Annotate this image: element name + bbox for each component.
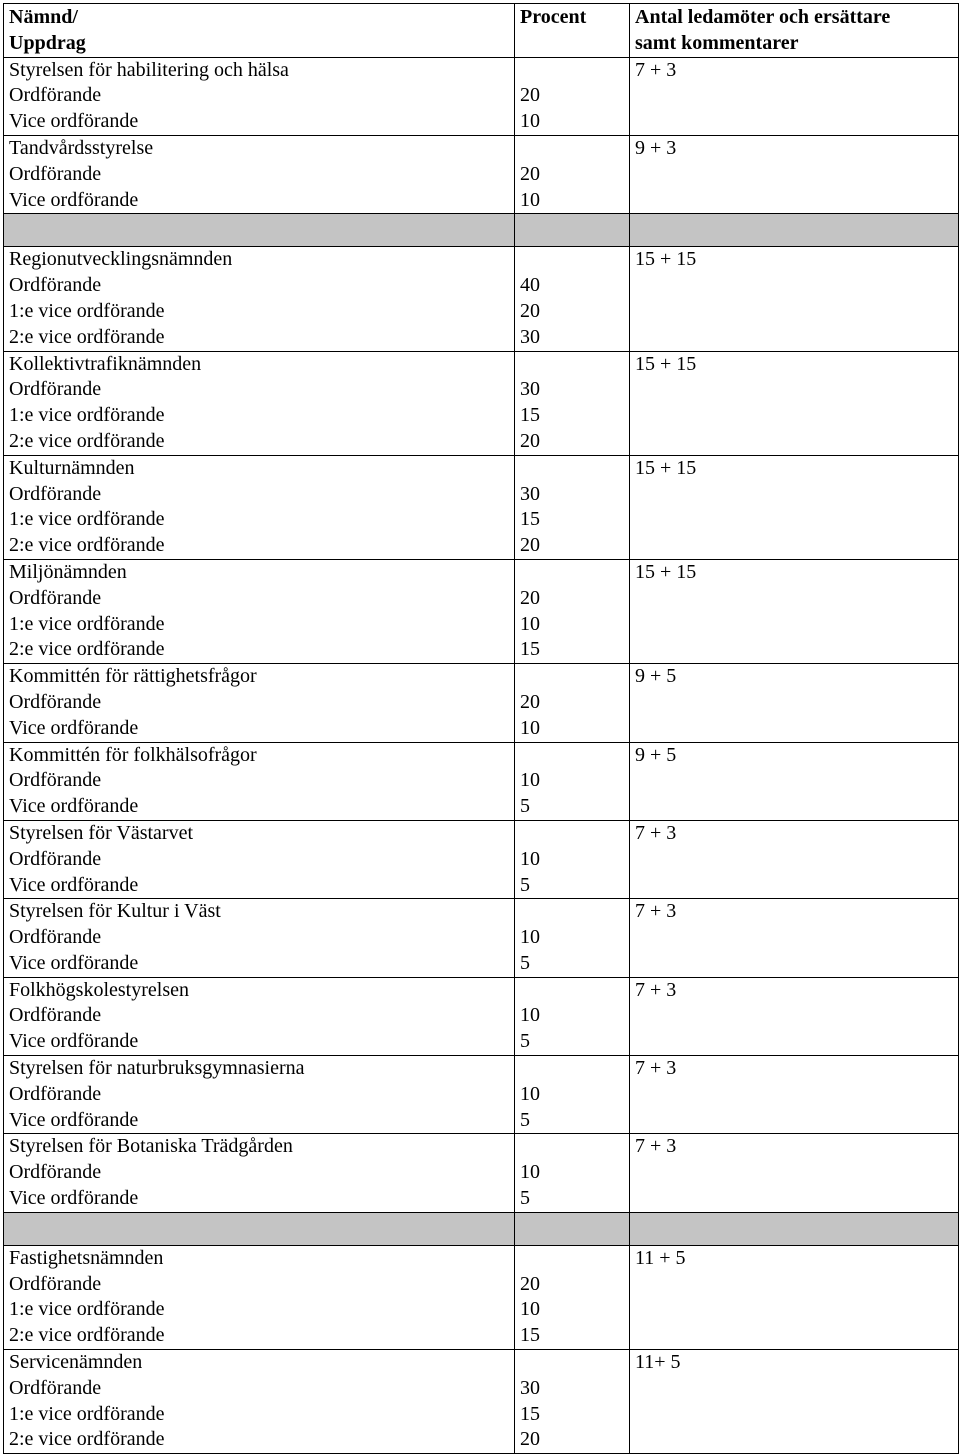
percent-cell [515, 351, 630, 455]
percent-spacer [520, 247, 625, 273]
section-divider-cell [515, 214, 630, 247]
percent-value: 15 [520, 1402, 540, 1425]
percent-spacer [520, 352, 625, 378]
percent-spacer [520, 1134, 625, 1160]
percent-cell [515, 977, 630, 1055]
percent-spacer [520, 978, 625, 1004]
members-cell [630, 1350, 959, 1454]
section-divider-cell [630, 1212, 959, 1245]
role-label: Vice ordförande [9, 1030, 139, 1053]
percent-value: 20 [520, 299, 540, 322]
committee-name: Miljönämnden [9, 560, 127, 583]
committee-cell [4, 820, 515, 898]
committee-name: Tandvårdsstyrelse [9, 136, 154, 159]
percent-cell [515, 899, 630, 977]
committee-name: Styrelsen för Västarvet [9, 821, 194, 844]
committee-name: Styrelsen för naturbruksgymnasierna [9, 1057, 305, 1080]
role-label: Ordförande [9, 586, 102, 609]
role-label: Ordförande [9, 162, 102, 185]
role-label: Vice ordförande [9, 716, 139, 739]
table-row [4, 742, 959, 820]
members-count: 9 + 5 [635, 665, 677, 688]
role-label: 2:e vice ordförande [9, 325, 165, 348]
percent-cell [515, 1350, 630, 1454]
members-count: 11+ 5 [635, 1351, 681, 1374]
percent-value: 20 [520, 534, 540, 557]
members-cell [630, 742, 959, 820]
percent-value: 10 [520, 1082, 540, 1105]
members-cell [630, 820, 959, 898]
percent-value: 30 [520, 482, 540, 505]
percent-value: 10 [520, 1298, 540, 1321]
role-label: Ordförande [9, 690, 102, 713]
percent-cell [515, 1245, 630, 1349]
percent-cell [515, 455, 630, 559]
members-count: 7 + 3 [635, 821, 677, 844]
role-label: Vice ordförande [9, 795, 139, 818]
section-divider-cell [630, 214, 959, 247]
members-cell [630, 1056, 959, 1134]
role-label: Ordförande [9, 84, 102, 107]
role-label: 1:e vice ordförande [9, 299, 165, 322]
percent-value: 15 [520, 508, 540, 531]
committee-cell [4, 559, 515, 663]
role-label: 1:e vice ordförande [9, 612, 165, 635]
percent-value: 30 [520, 1376, 540, 1399]
table-row [4, 57, 959, 135]
role-label: 2:e vice ordförande [9, 429, 165, 452]
committee-cell [4, 1350, 515, 1454]
role-label: Vice ordförande [9, 1108, 139, 1131]
table-row [4, 1056, 959, 1134]
header-committee-line: Nämnd/ [9, 6, 78, 28]
percent-spacer [520, 1350, 625, 1376]
percent-value: 20 [520, 690, 540, 713]
section-divider [4, 214, 959, 247]
role-label: Ordförande [9, 769, 102, 792]
percent-cell [515, 57, 630, 135]
role-label: Ordförande [9, 378, 102, 401]
role-label: 2:e vice ordförande [9, 534, 165, 557]
members-count: 7 + 3 [635, 1057, 677, 1080]
role-label: Ordförande [9, 274, 102, 297]
percent-cell [515, 820, 630, 898]
percent-value: 5 [520, 951, 530, 974]
committee-cell [4, 57, 515, 135]
role-label: 1:e vice ordförande [9, 1298, 165, 1321]
assignment-table [3, 3, 959, 1454]
members-count: 9 + 5 [635, 743, 677, 766]
committee-name: Styrelsen för Botaniska Trädgården [9, 1135, 293, 1158]
percent-value: 10 [520, 716, 540, 739]
role-label: Vice ordförande [9, 873, 139, 896]
role-label: Ordförande [9, 482, 102, 505]
table-row [4, 899, 959, 977]
role-label: Ordförande [9, 1004, 102, 1027]
role-label: Ordförande [9, 1161, 102, 1184]
role-label: Ordförande [9, 1272, 102, 1295]
percent-cell [515, 1056, 630, 1134]
percent-value: 5 [520, 1030, 530, 1053]
table-row [4, 351, 959, 455]
header-members [630, 4, 959, 58]
table-row [4, 1134, 959, 1212]
table-row [4, 247, 959, 351]
committee-cell [4, 351, 515, 455]
members-cell [630, 247, 959, 351]
percent-value: 10 [520, 110, 540, 133]
members-count: 7 + 3 [635, 978, 677, 1001]
percent-cell [515, 135, 630, 213]
role-label: Ordförande [9, 847, 102, 870]
members-cell [630, 899, 959, 977]
members-cell [630, 664, 959, 742]
percent-value: 15 [520, 1324, 540, 1347]
percent-value: 5 [520, 873, 530, 896]
percent-value: 20 [520, 1428, 540, 1451]
members-cell [630, 57, 959, 135]
percent-value: 10 [520, 188, 540, 211]
percent-value: 5 [520, 795, 530, 818]
percent-spacer [520, 58, 625, 84]
header-row [4, 4, 959, 58]
members-count: 7 + 3 [635, 900, 677, 923]
percent-value: 10 [520, 847, 540, 870]
percent-value: 10 [520, 769, 540, 792]
section-divider-cell [4, 1212, 515, 1245]
header-committee [4, 4, 515, 58]
percent-spacer [520, 664, 625, 690]
role-label: 1:e vice ordförande [9, 404, 165, 427]
percent-value: 5 [520, 1108, 530, 1131]
percent-cell [515, 664, 630, 742]
members-cell [630, 351, 959, 455]
role-label: 2:e vice ordförande [9, 1324, 165, 1347]
percent-value: 20 [520, 162, 540, 185]
role-label: Vice ordförande [9, 951, 139, 974]
committee-name: Kollektivtrafiknämnden [9, 352, 202, 375]
header-members-line: samt kommentarer [635, 31, 799, 54]
table-body [4, 57, 959, 1454]
section-divider-cell [4, 214, 515, 247]
members-count: 9 + 3 [635, 136, 677, 159]
role-label: Ordförande [9, 926, 102, 949]
members-count: 11 + 5 [635, 1246, 686, 1269]
role-label: Ordförande [9, 1376, 102, 1399]
percent-value: 15 [520, 638, 540, 661]
committee-name: Folkhögskolestyrelsen [9, 978, 189, 1001]
percent-value: 30 [520, 325, 540, 348]
committee-name: Regionutvecklingsnämnden [9, 248, 233, 271]
percent-spacer [520, 899, 625, 925]
members-count: 15 + 15 [635, 248, 697, 271]
percent-value: 20 [520, 429, 540, 452]
role-label: Vice ordförande [9, 188, 139, 211]
percent-cell [515, 247, 630, 351]
committee-cell [4, 247, 515, 351]
committee-cell [4, 977, 515, 1055]
committee-name: Kommittén för rättighetsfrågor [9, 665, 257, 688]
role-label: 1:e vice ordförande [9, 508, 165, 531]
role-label: 2:e vice ordförande [9, 1428, 165, 1451]
percent-spacer [520, 821, 625, 847]
header-members-line: Antal ledamöter och ersättare [635, 6, 891, 28]
role-label: 2:e vice ordförande [9, 638, 165, 661]
role-label: Vice ordförande [9, 1187, 139, 1210]
percent-value: 10 [520, 1161, 540, 1184]
members-cell [630, 977, 959, 1055]
role-label: 1:e vice ordförande [9, 1402, 165, 1425]
percent-value: 20 [520, 84, 540, 107]
members-count: 7 + 3 [635, 1135, 677, 1158]
table-row [4, 559, 959, 663]
committee-name: Fastighetsnämnden [9, 1246, 164, 1269]
percent-value: 20 [520, 1272, 540, 1295]
committee-name: Styrelsen för Kultur i Väst [9, 900, 221, 923]
committee-cell [4, 455, 515, 559]
table-row [4, 455, 959, 559]
percent-cell [515, 559, 630, 663]
table-row [4, 1350, 959, 1454]
percent-value: 20 [520, 586, 540, 609]
committee-cell [4, 664, 515, 742]
table-row [4, 820, 959, 898]
percent-value: 10 [520, 612, 540, 635]
percent-spacer [520, 560, 625, 586]
table-row [4, 135, 959, 213]
percent-cell [515, 1134, 630, 1212]
percent-spacer [520, 1246, 625, 1272]
members-count: 15 + 15 [635, 560, 697, 583]
percent-spacer [520, 1056, 625, 1082]
committee-name: Kulturnämnden [9, 456, 135, 479]
role-label: Vice ordförande [9, 110, 139, 133]
percent-value: 30 [520, 378, 540, 401]
members-count: 15 + 15 [635, 456, 697, 479]
header-committee-line: Uppdrag [9, 31, 86, 54]
percent-cell [515, 742, 630, 820]
section-divider [4, 1212, 959, 1245]
committee-cell [4, 1056, 515, 1134]
table-row [4, 1245, 959, 1349]
members-cell [630, 455, 959, 559]
committee-cell [4, 1134, 515, 1212]
percent-spacer [520, 456, 625, 482]
table-row [4, 977, 959, 1055]
members-cell [630, 1245, 959, 1349]
committee-cell [4, 135, 515, 213]
table-row [4, 664, 959, 742]
percent-value: 15 [520, 404, 540, 427]
committee-name: Styrelsen för habilitering och hälsa [9, 58, 289, 81]
committee-cell [4, 899, 515, 977]
percent-value: 5 [520, 1187, 530, 1210]
section-divider-cell [515, 1212, 630, 1245]
percent-spacer [520, 743, 625, 769]
committee-name: Kommittén för folkhälsofrågor [9, 743, 257, 766]
members-cell [630, 559, 959, 663]
members-count: 7 + 3 [635, 58, 677, 81]
percent-value: 40 [520, 274, 540, 297]
members-cell [630, 135, 959, 213]
committee-cell [4, 742, 515, 820]
percent-value: 10 [520, 1004, 540, 1027]
percent-value: 10 [520, 926, 540, 949]
role-label: Ordförande [9, 1082, 102, 1105]
header-percent [515, 4, 630, 58]
header-percent-label: Procent [520, 6, 587, 28]
committee-name: Servicenämnden [9, 1351, 143, 1374]
members-cell [630, 1134, 959, 1212]
members-count: 15 + 15 [635, 352, 697, 375]
percent-spacer [520, 136, 625, 162]
committee-cell [4, 1245, 515, 1349]
